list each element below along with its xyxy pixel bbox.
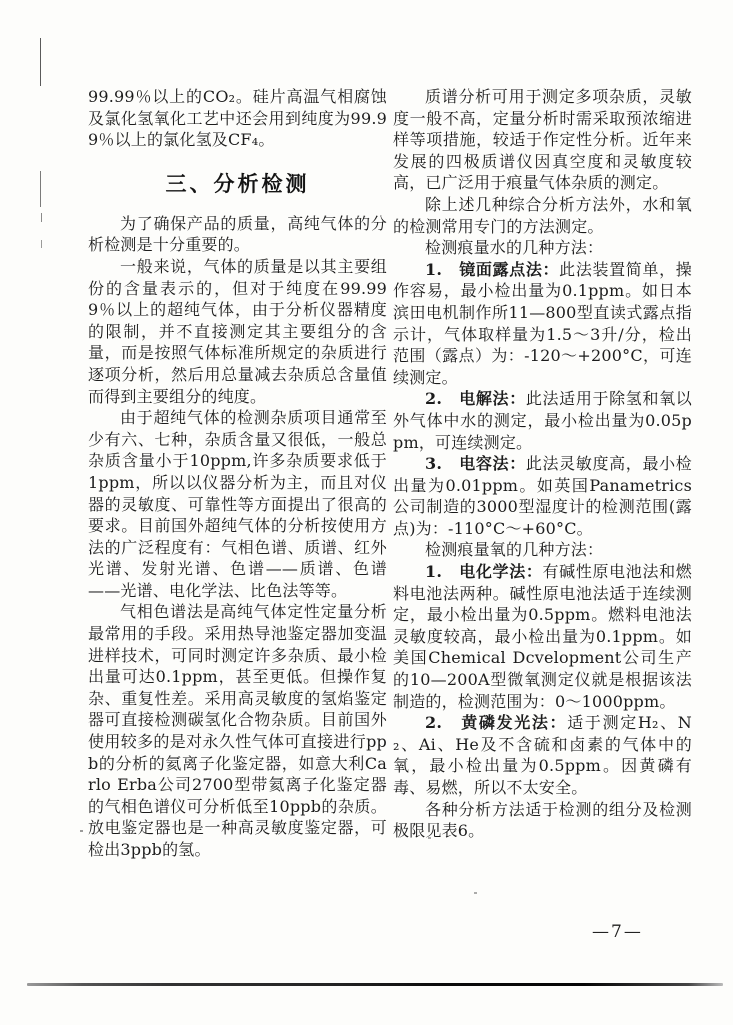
methods-intro-oxygen: 检测痕量氧的几种方法： bbox=[425, 540, 604, 560]
methods-intro-water: 检测痕量水的几种方法： bbox=[425, 238, 604, 258]
method-label: 1. 镜面露点法： bbox=[425, 259, 560, 279]
body-paragraph: 一般来说，气体的质量是以其主要组份的含量表示的，但对于纯度在99.999％以上的超纯气体，由于分析仪器精度的限制，并不直接测定其主要组分的含量，而是按照气体标准所规定的杂质进行逐项分析，然后用总量减去杂质总含量值而得到主要组分的纯度。 bbox=[88, 256, 387, 406]
method-item bbox=[393, 388, 692, 453]
method-label: 3. 电容法： bbox=[425, 454, 526, 474]
scan-artifact-speck bbox=[80, 830, 83, 832]
method-label: 2. 黄磷发光法： bbox=[425, 713, 568, 733]
body-paragraph: 除上述几种综合分析方法外，水和氧的检测常用专门的方法测定。 bbox=[393, 194, 692, 236]
left-text-column bbox=[88, 86, 387, 861]
bottom-rule bbox=[27, 983, 723, 986]
method-item bbox=[393, 712, 692, 798]
scan-artifact-line bbox=[40, 38, 41, 86]
method-text: 此法装置简单，操作容易，最小检出量为0.1ppm。如日本滨田电机制作所11—800型直读式露点指示计，气体取样量为1.5～3升/分，检出范围（露点）为：-120～+200°C，可连续测定。 bbox=[393, 259, 692, 387]
method-label: 1. 电化学法： bbox=[425, 562, 543, 582]
body-paragraph: 质谱分析可用于测定多项杂质，灵敏度一般不高，定量分析时需采取预浓缩进样等项措施，较适于作定性分析。近年来发展的四极质谱仪因真空度和灵敏度较高，已广泛用于痕量气体杂质的测定。 bbox=[393, 87, 692, 193]
method-text: 此法适用于除氢和氧以外气体中水的测定，最小检出量为0.05ppm，可连续测定。 bbox=[393, 389, 692, 452]
continued-paragraph: 99.99％以上的CO₂。硅片高温气相腐蚀及氯化氢氧化工艺中还会用到纯度为99.99％以上的氯化氢及CF₄。 bbox=[88, 87, 387, 150]
method-item bbox=[393, 453, 692, 539]
right-text-column bbox=[393, 86, 692, 842]
method-text: 此法灵敏度高，最小检出量为0.01ppm。如英国Panametrics公司制造的3000型湿度计的检测范围(露点)为：-110°C～+60°C。 bbox=[393, 454, 692, 538]
section-heading: 三、分析检测 bbox=[165, 170, 310, 196]
scan-artifact-speck bbox=[474, 892, 477, 894]
method-text: 有碱性原电池法和燃料电池法两种。碱性原电池法适于连续测定，最小检出量为0.5ppm。燃料电池法灵敏度较高，最小检出量为0.1ppm。如美国Chemical Dcvelopment公司生产的10—200A型微氧测定仪就是根据该法制造的，检测范围为：0～1000ppm。 bbox=[393, 562, 692, 711]
scan-artifact-line bbox=[41, 240, 42, 248]
method-item bbox=[393, 561, 692, 712]
body-paragraph: 为了确保产品的质量，高纯气体的分析检测是十分重要的。 bbox=[88, 213, 387, 255]
body-paragraph: 气相色谱法是高纯气体定性定量分析最常用的手段。采用热导池鉴定器加变温进样技术，可同时测定许多杂质、最小检出量可达0.1ppm，甚至更低。但操作复杂、重复性差。采用高灵敏度的氢焰鉴定器可直接检测碳氢化合物杂质。目前国外使用较多的是对永久性气体可直接进行ppb的分析的氦离子化鉴定器，如意大利Carlo Erba公司2700型带氦离子化鉴定器的气相色谱仪可分析低至10ppb的杂质。放电鉴定器也是一种高灵敏度鉴定器，可检出3ppb的氢。 bbox=[88, 602, 387, 859]
method-label: 2. 电解法： bbox=[425, 389, 526, 409]
scan-artifact-line bbox=[41, 213, 42, 222]
body-paragraph: 由于超纯气体的检测杂质项目通常至少有六、七种，杂质含量又很低，一般总杂质含量小于10ppm,许多杂质要求低于1ppm，所以以仪器分析为主，而且对仪器的灵敏度、可靠性等方面提出了很高的要求。目前国外超纯气体的分析按使用方法的广泛程度有：气相色谱、质谱、红外光谱、发射光谱、色谱——质谱、色谱——光谱、电化学法、比色法等等。 bbox=[88, 408, 387, 600]
method-item bbox=[393, 259, 692, 389]
body-paragraph: 各种分析方法适于检测的组分及检测极限见表6。 bbox=[393, 799, 692, 841]
page-number: —7— bbox=[592, 922, 643, 942]
scan-artifact-line bbox=[40, 171, 41, 207]
method-text: 适于测定H₂、N₂、Ai、He及不含硫和卤素的气体中的氧，最小检出量为0.5ppm。因黄磷有毒、易燃，所以不太安全。 bbox=[393, 713, 692, 797]
